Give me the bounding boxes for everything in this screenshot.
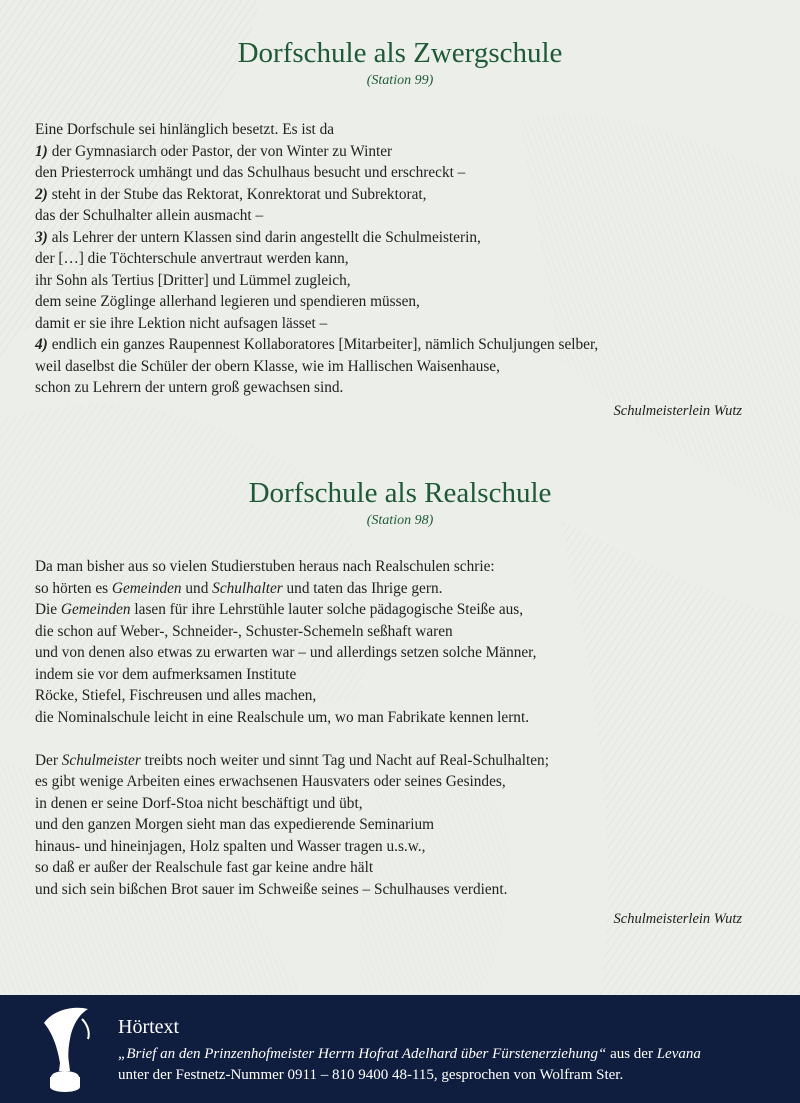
text-line: Die Gemeinden lasen für ihre Lehrstühle lauter solche pädagogische Steiße aus, <box>35 601 524 618</box>
paragraph-gap <box>35 728 755 750</box>
footer-phone-line: unter der Festnetz-Nummer 0911 – 810 9400 48-115, gesprochen von Wolfram Ster. <box>118 1067 624 1083</box>
audio-footer <box>0 995 800 1103</box>
text-line: Eine Dorfschule sei hinlänglich besetzt. Es ist da <box>35 121 335 138</box>
text-line: Der Schulmeister treibts noch weiter und sinnt Tag und Nacht auf Real-Schulhalten; <box>35 751 549 769</box>
text-line: weil daselbst die Schüler der obern Klasse, wie im Hallischen Waisenhause, <box>35 357 500 375</box>
section2-attribution: Schulmeisterlein Wutz <box>613 911 742 927</box>
text-line: den Priesterrock umhängt und das Schulhaus besucht und erschreckt – <box>35 164 466 181</box>
text-line: und von denen also etwas zu erwarten war – und allerdings setzen solche Männer, <box>35 644 537 661</box>
text-line: der […] die Töchterschule anvertraut werden kann, <box>35 250 349 267</box>
section1-title: Dorfschule als Zwergschule <box>237 37 563 69</box>
text-line: so hörten es Gemeinden und Schulhalter und taten das Ihrige gern. <box>35 579 443 597</box>
section1-station: (Station 99) <box>366 73 434 88</box>
section2-title: Dorfschule als Realschule <box>248 477 552 509</box>
footer-title: Hörtext <box>118 1016 180 1038</box>
text-line: in denen er seine Dorf-Stoa nicht beschäftigt und übt, <box>35 794 363 812</box>
text-line: indem sie vor dem aufmerksamen Institute <box>35 665 297 683</box>
text-line: ihr Sohn als Tertius [Dritter] und Lümmel zugleich, <box>35 271 351 289</box>
footer-description <box>118 1044 778 1086</box>
text-line: und den ganzen Morgen sieht man das expedierende Seminarium <box>35 816 435 833</box>
text-line: dem seine Zöglinge allerhand legieren und spendieren müssen, <box>35 293 420 310</box>
text-line: 3) als Lehrer der untern Klassen sind darin angestellt die Schulmeisterin, <box>35 228 481 246</box>
section1-text <box>35 119 755 399</box>
section2-station: (Station 98) <box>366 513 434 528</box>
footer-quote: „Brief an den Prinzenhofmeister Herrn Hofrat Adelhard über Fürstenerziehung“ <box>118 1046 607 1062</box>
text-line: schon zu Lehrern der untern groß gewachsen sind. <box>35 379 344 396</box>
text-line: so daß er außer der Realschule fast gar keine andre hält <box>35 859 374 876</box>
section1-attribution: Schulmeisterlein Wutz <box>613 403 742 419</box>
text-line: 2) steht in der Stube das Rektorat, Konrektorat und Subrektorat, <box>35 185 427 203</box>
text-line: die Nominalschule leicht in eine Realschule um, wo man Fabrikate kennen lernt. <box>35 708 530 726</box>
text-line: 4) endlich ein ganzes Raupennest Kollaboratores [Mitarbeiter], nämlich Schuljungen selber, <box>35 336 599 353</box>
text-line: die schon auf Weber-, Schneider-, Schuster-Schemeln seßhaft waren <box>35 622 453 640</box>
text-line: und sich sein bißchen Brot sauer im Schweiße seines – Schulhauses verdient. <box>35 880 508 898</box>
text-line: 1) der Gymnasiarch oder Pastor, der von Winter zu Winter <box>35 142 393 160</box>
text-line: damit er sie ihre Lektion nicht aufsagen lässet – <box>35 314 328 332</box>
footer-work: Levana <box>656 1046 701 1062</box>
section2-text <box>35 556 755 900</box>
text-line: Röcke, Stiefel, Fischreusen und alles machen, <box>35 687 317 704</box>
gramophone-icon <box>38 1005 96 1093</box>
text-line: das der Schulhalter allein ausmacht – <box>35 207 264 224</box>
footer-mid: aus der <box>606 1046 657 1062</box>
text-line: Da man bisher aus so vielen Studierstuben heraus nach Realschulen schrie: <box>35 558 495 575</box>
text-line: hinaus- und hineinjagen, Holz spalten und Wasser tragen u.s.w., <box>35 837 426 855</box>
text-line: es gibt wenige Arbeiten eines erwachsenen Hausvaters oder seines Gesindes, <box>35 773 506 790</box>
